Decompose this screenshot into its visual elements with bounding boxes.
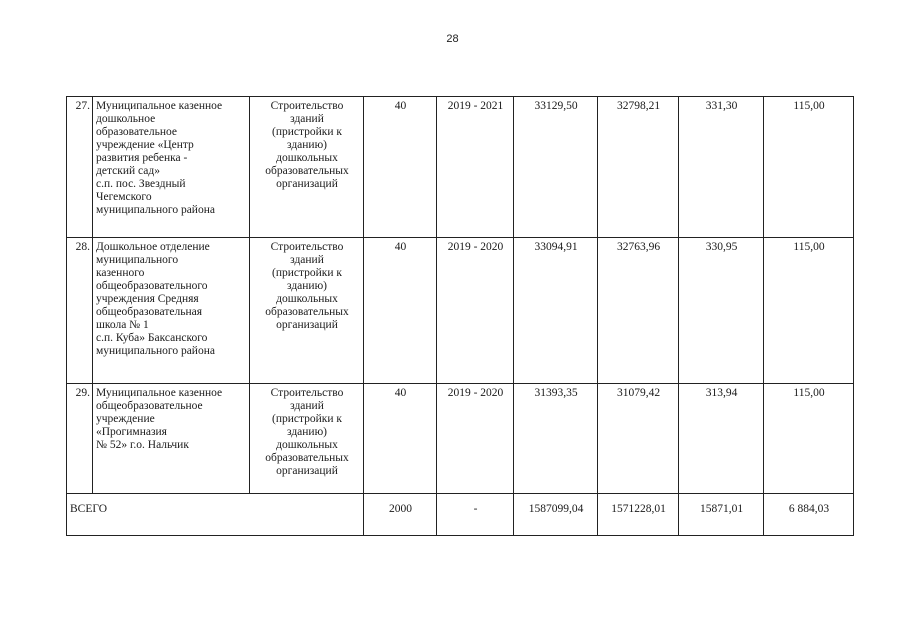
table-row (67, 384, 854, 494)
construction-type: Строительство зданий (пристройки к зданию) дошкольных образовательных организаций (250, 97, 364, 238)
federal-amount: 31079,42 (598, 384, 679, 494)
period: 2019 - 2021 (437, 97, 514, 238)
regional-amount: 313,94 (679, 384, 764, 494)
federal-amount: 32798,21 (598, 97, 679, 238)
construction-type: Строительство зданий (пристройки к зданию) дошкольных образовательных организаций (250, 384, 364, 494)
total-amount: 31393,35 (514, 384, 598, 494)
institution-name: Дошкольное отделение муниципального казенного общеобразовательного учреждения Средняя общеобразовательная школа № 1 с.п. Куба» Баксанского муниципального района (93, 238, 250, 384)
row-number: 29. (67, 384, 93, 494)
page-number: 28 (446, 33, 459, 45)
grand-total-amount: 1587099,04 (514, 494, 598, 536)
places-count: 40 (364, 238, 437, 384)
regional-amount: 330,95 (679, 238, 764, 384)
places-count: 40 (364, 97, 437, 238)
institution-name: Муниципальное казенное дошкольное образовательное учреждение «Центр развития ребенка - детский сад» с.п. пос. Звездный Чегемского муниципального района (93, 97, 250, 238)
institution-name: Муниципальное казенное общеобразовательное учреждение «Прогимназия № 52» г.о. Нальчик (93, 384, 250, 494)
places-count: 40 (364, 384, 437, 494)
total-row (67, 494, 854, 536)
extra-amount: 115,00 (764, 238, 854, 384)
table-row (67, 97, 854, 238)
total-places: 2000 (364, 494, 437, 536)
row-number: 27. (67, 97, 93, 238)
total-extra-amount: 6 884,03 (764, 494, 854, 536)
construction-type: Строительство зданий (пристройки к зданию) дошкольных образовательных организаций (250, 238, 364, 384)
total-amount: 33094,91 (514, 238, 598, 384)
objects-table (66, 96, 854, 536)
total-regional-amount: 15871,01 (679, 494, 764, 536)
row-number: 28. (67, 238, 93, 384)
federal-amount: 32763,96 (598, 238, 679, 384)
extra-amount: 115,00 (764, 97, 854, 238)
total-label: ВСЕГО (67, 494, 364, 536)
regional-amount: 331,30 (679, 97, 764, 238)
extra-amount: 115,00 (764, 384, 854, 494)
total-federal-amount: 1571228,01 (598, 494, 679, 536)
period: 2019 - 2020 (437, 238, 514, 384)
total-amount: 33129,50 (514, 97, 598, 238)
table-row (67, 238, 854, 384)
total-period: - (437, 494, 514, 536)
period: 2019 - 2020 (437, 384, 514, 494)
